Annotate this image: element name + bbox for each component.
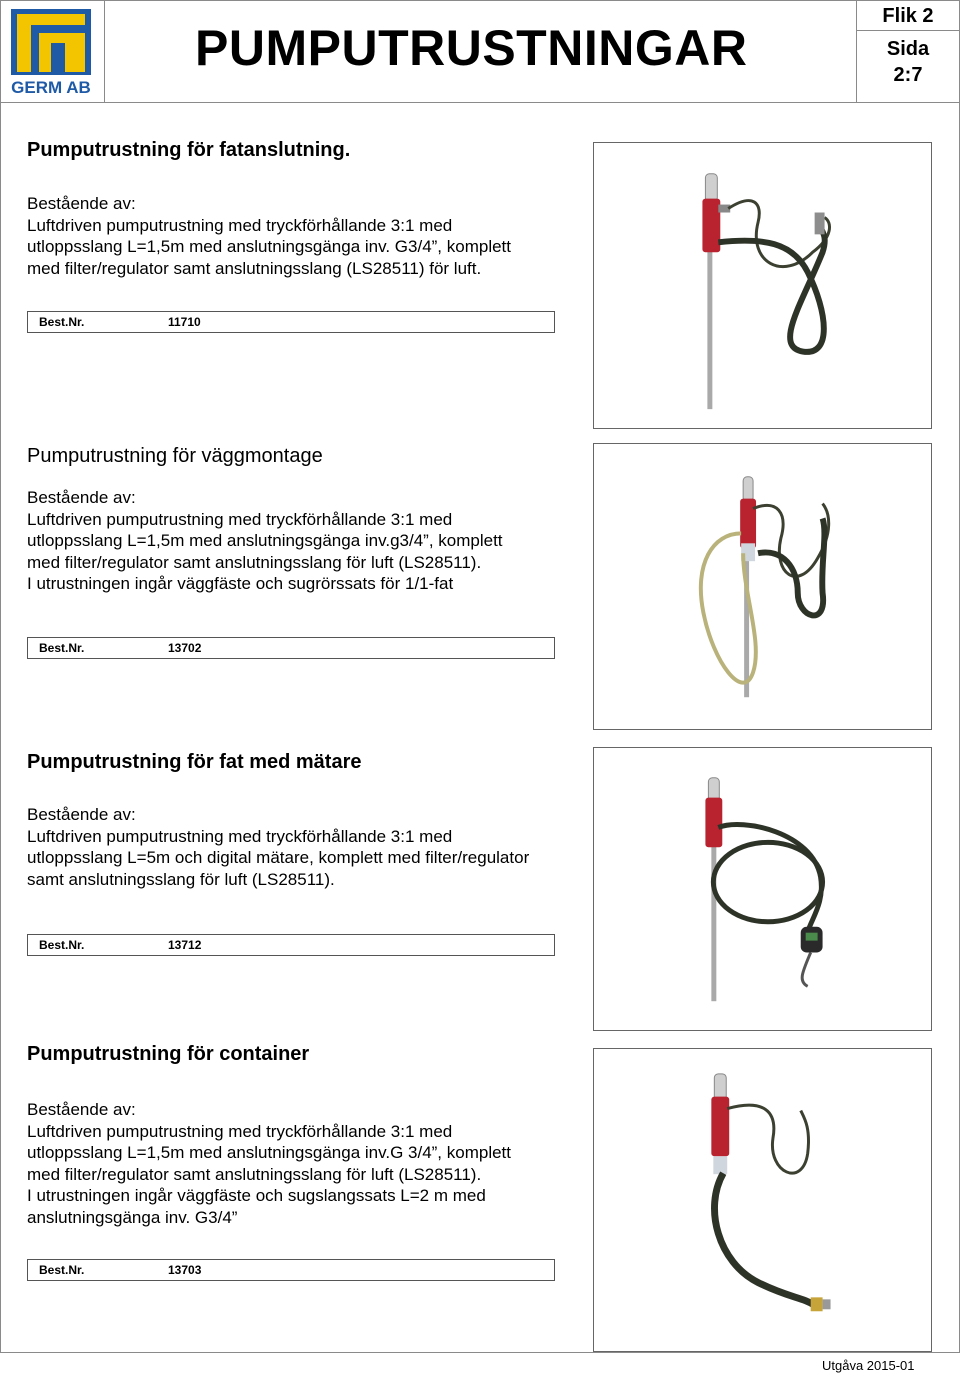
product-title: Pumputrustning för väggmontage: [27, 445, 323, 467]
product-title: Pumputrustning för container: [27, 1043, 310, 1065]
order-number-value: 11710: [168, 315, 201, 329]
logo-text: GERM AB: [11, 78, 91, 97]
logo-cell: [1, 1, 105, 102]
pump-illustration: [594, 748, 931, 1030]
product-title: Pumputrustning för fatanslutning.: [27, 139, 351, 161]
description-line: I utrustningen ingår väggfäste och sugrörssats för 1/1-fat: [27, 574, 454, 593]
description-line: I utrustningen ingår väggfäste och sugslangssats L=2 m med: [27, 1186, 486, 1205]
edition-label: Utgåva 2015-01: [822, 1358, 915, 1373]
description-line: med filter/regulator samt anslutningsslang för luft (LS28511).: [27, 552, 482, 572]
description-line: anslutningsgänga inv. G3/4”: [27, 1207, 238, 1227]
page-title: PUMPUTRUSTNINGAR: [195, 20, 748, 76]
product-image: [593, 747, 932, 1031]
order-number-box: [27, 311, 555, 333]
order-number-label: Best.Nr.: [39, 938, 85, 952]
description-line: Luftdriven pumputrustning med tryckförhållande 3:1 med: [27, 215, 453, 235]
sida-number: 2:7: [893, 64, 923, 86]
description-line: Bestående av:: [27, 1100, 136, 1119]
germ-ab-logo: [11, 9, 95, 97]
page-header: [0, 0, 960, 103]
pump-illustration: [594, 444, 931, 729]
title-cell: [105, 1, 857, 102]
product-image: [593, 443, 932, 730]
order-number-box: [27, 637, 555, 659]
pump-illustration: [594, 143, 931, 428]
order-number-box: [27, 1259, 555, 1281]
product-description: [27, 487, 587, 595]
description-line: Luftdriven pumputrustning med tryckförhållande 3:1 med: [27, 826, 453, 846]
sida-label: Sida: [886, 38, 930, 60]
description-line: utloppsslang L=1,5m med anslutningsgänga inv.G 3/4”, komplett: [27, 1143, 512, 1162]
description-line: Bestående av:: [27, 488, 136, 507]
order-number-value: 13702: [168, 641, 202, 655]
order-number-value: 13712: [168, 938, 202, 952]
page-ref-cell: [857, 1, 959, 102]
order-number-label: Best.Nr.: [39, 641, 85, 655]
pump-illustration: [594, 1049, 931, 1351]
description-line: utloppsslang L=1,5m med anslutningsgänga inv. G3/4”, komplett: [27, 237, 512, 256]
description-line: med filter/regulator samt anslutningsslang för luft (LS28511).: [27, 1164, 482, 1184]
description-line: med filter/regulator samt anslutningsslang (LS28511) för luft.: [27, 258, 482, 278]
flik-label: Flik 2: [857, 1, 959, 31]
order-number-label: Best.Nr.: [39, 1263, 85, 1277]
description-line: Bestående av:: [27, 194, 136, 213]
product-title: Pumputrustning för fat med mätare: [27, 751, 362, 773]
product-image: [593, 1048, 932, 1352]
order-number-value: 13703: [168, 1263, 202, 1277]
description-line: utloppsslang L=5m och digital mätare, komplett med filter/regulator: [27, 848, 530, 867]
description-line: samt anslutningsslang för luft (LS28511).: [27, 869, 335, 889]
product-description: [27, 1099, 587, 1228]
order-number-label: Best.Nr.: [39, 315, 85, 329]
product-image: [593, 142, 932, 429]
description-line: Bestående av:: [27, 805, 136, 824]
description-line: Luftdriven pumputrustning med tryckförhållande 3:1 med: [27, 509, 453, 529]
description-line: Luftdriven pumputrustning med tryckförhållande 3:1 med: [27, 1121, 453, 1141]
description-line: utloppsslang L=1,5m med anslutningsgänga inv.g3/4”, komplett: [27, 531, 503, 550]
order-number-box: [27, 934, 555, 956]
product-description: [27, 193, 587, 279]
sida-box: [857, 32, 959, 102]
product-description: [27, 804, 587, 890]
